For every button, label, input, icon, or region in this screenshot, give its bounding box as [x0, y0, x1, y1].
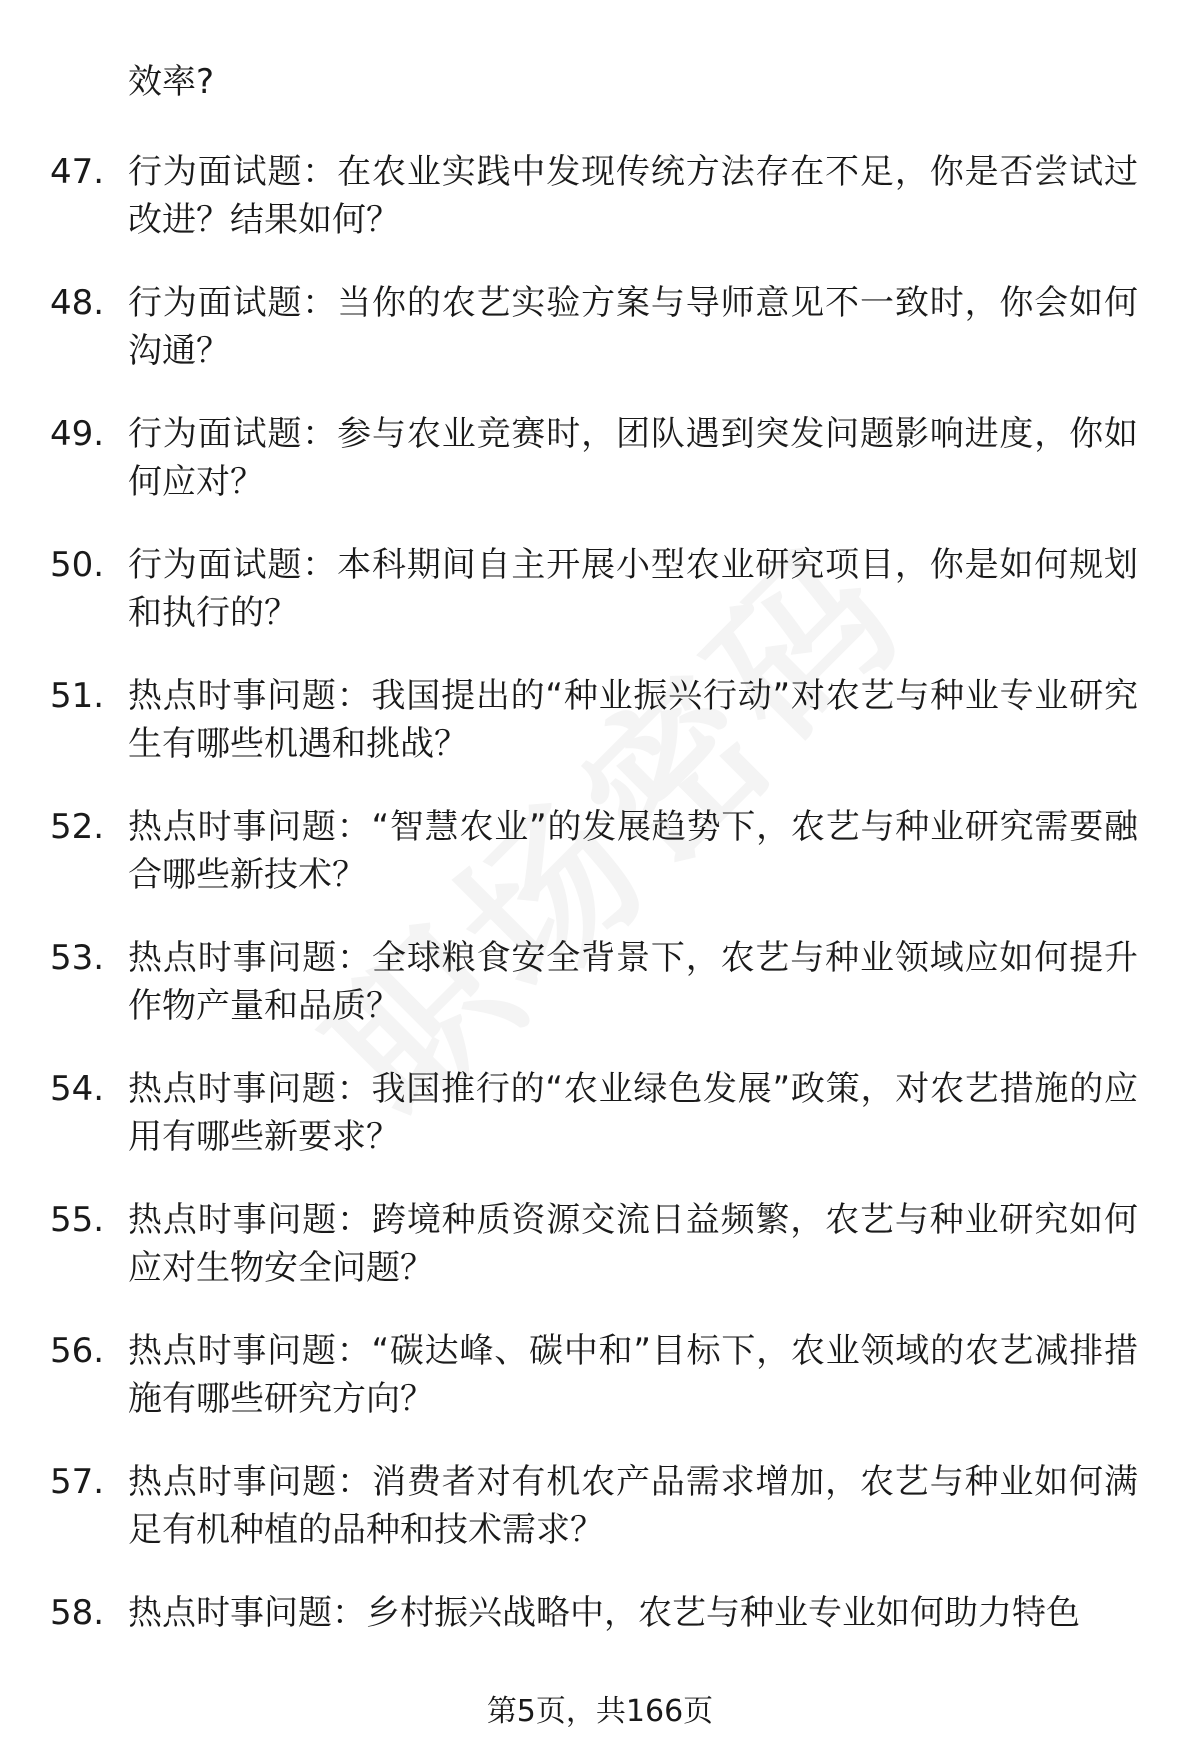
question-text: 行为面试题：在农业实践中发现传统方法存在不足，你是否尝试过改进？结果如何？ [128, 152, 1138, 240]
page-footer: 第5页，共166页 [486, 1694, 714, 1729]
question-number: 49. [50, 414, 105, 454]
question-text: 热点时事问题：“碳达峰、碳中和”目标下，农业领域的农艺减排措施有哪些研究方向？ [128, 1331, 1138, 1419]
question-text: 行为面试题：参与农业竞赛时，团队遇到突发问题影响进度，你如何应对？ [128, 414, 1138, 502]
question-number: 52. [50, 807, 105, 847]
question-text: 热点时事问题：乡村振兴战略中，农艺与种业专业如何助力特色 [128, 1593, 1080, 1633]
question-text: 热点时事问题：跨境种质资源交流日益频繁，农艺与种业研究如何应对生物安全问题？ [128, 1200, 1138, 1288]
continuation-text: 效率? [128, 62, 215, 102]
list-item [0, 1196, 1200, 1327]
list-item [0, 1327, 1200, 1458]
question-number: 56. [50, 1331, 105, 1371]
question-text: 热点时事问题：“智慧农业”的发展趋势下，农艺与种业研究需要融合哪些新技术？ [128, 807, 1138, 895]
question-text: 热点时事问题：我国推行的“农业绿色发展”政策，对农艺措施的应用有哪些新要求？ [128, 1069, 1138, 1157]
question-number: 47. [50, 152, 105, 192]
question-text: 热点时事问题：我国提出的“种业振兴行动”对农艺与种业专业研究生有哪些机遇和挑战？ [128, 676, 1138, 764]
question-number: 51. [50, 676, 105, 716]
list-item [0, 803, 1200, 934]
question-text: 行为面试题：本科期间自主开展小型农业研究项目，你是如何规划和执行的？ [128, 545, 1138, 633]
question-text: 行为面试题：当你的农艺实验方案与导师意见不一致时，你会如何沟通？ [128, 283, 1138, 371]
list-item [0, 148, 1200, 279]
question-text: 热点时事问题：消费者对有机农产品需求增加，农艺与种业如何满足有机种植的品种和技术需求？ [128, 1462, 1138, 1550]
list-item [0, 541, 1200, 672]
list-item [0, 934, 1200, 1065]
question-text: 热点时事问题：全球粮食安全背景下，农艺与种业领域应如何提升作物产量和品质？ [128, 938, 1138, 1026]
list-item [0, 410, 1200, 541]
list-item [0, 279, 1200, 410]
list-item [0, 672, 1200, 803]
question-list [0, 148, 1200, 1720]
list-item [0, 1458, 1200, 1589]
question-number: 48. [50, 283, 105, 323]
question-number: 58. [50, 1593, 105, 1633]
question-number: 53. [50, 938, 105, 978]
question-number: 54. [50, 1069, 105, 1109]
question-number: 50. [50, 545, 105, 585]
question-number: 55. [50, 1200, 105, 1240]
list-item [0, 1065, 1200, 1196]
question-number: 57. [50, 1462, 105, 1502]
